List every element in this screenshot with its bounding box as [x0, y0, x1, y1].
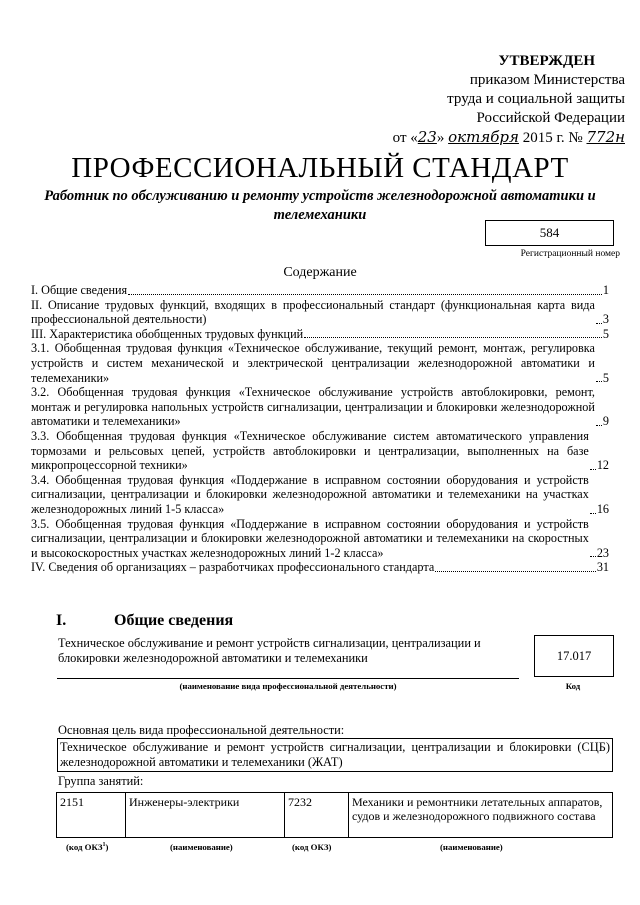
approval-number: 772н [586, 128, 625, 146]
toc-entry-text: 3.5. Обобщенная трудовая функция «Поддержание в исправном состоянии оборудования и устройств сигнализации, централизации и блокировки железнодорожной автоматики и телемеханики на скоростных и высокоскоростных участках железнодорожных линий 1-2 класса» [31, 516, 589, 560]
toc-entry-page: 5 [602, 326, 609, 341]
page-title: ПРОФЕССИОНАЛЬНЫЙ СТАНДАРТ [71, 152, 569, 184]
caption-name: (наименование) [170, 842, 233, 852]
caption-okz-2: (код ОКЗ) [292, 842, 332, 852]
toc-leader-dots [128, 294, 602, 295]
toc-leader-dots [304, 337, 602, 338]
toc-entry[interactable] [31, 327, 609, 342]
table-of-contents [31, 283, 609, 575]
toc-entry[interactable] [31, 473, 609, 517]
goal-box: Техническое обслуживание и ремонт устройств сигнализации, централизации и блокировки (СЦБ) железнодорожной автоматики и телемеханики (ЖАТ) [57, 738, 613, 772]
toc-heading: Содержание [283, 265, 357, 280]
code-caption: Код [565, 681, 581, 691]
toc-entry[interactable] [31, 298, 609, 327]
toc-entry-page: 9 [602, 414, 609, 429]
activity-code-box: 17.017 [534, 635, 614, 677]
toc-entry[interactable] [31, 560, 609, 575]
registration-number-label: Регистрационный номер [520, 249, 620, 259]
approval-title: УТВЕРЖДЕН [498, 53, 595, 69]
toc-leader-dots [596, 381, 602, 382]
group-code: 2151 [57, 793, 126, 838]
toc-entry-text: 3.4. Обобщенная трудовая функция «Поддержание в исправном состоянии оборудования и устройств сигнализации, централизации и блокировки железнодорожной автоматики и телемеханики на участках железнодорожных линий 1-5 класса» [31, 472, 589, 516]
toc-entry-page: 31 [596, 560, 609, 575]
group-label: Группа занятий: [58, 774, 144, 788]
toc-leader-dots [590, 556, 596, 557]
group-name-2: Механики и ремонтники летательных аппаратов, судов и железнодорожного подвижного состава [349, 793, 613, 838]
caption-okz: (код ОКЗ$^1$) [66, 842, 109, 852]
toc-leader-dots [590, 513, 596, 514]
toc-entry-text: IV. Сведения об организациях – разработчиках профессионального стандарта [31, 560, 435, 575]
caption-name-2: (наименование) [440, 842, 503, 852]
page-subtitle: Работник по обслуживанию и ремонту устройств железнодорожной автоматики и телемеханики [44, 188, 596, 223]
approval-line: Российской Федерации [476, 110, 625, 126]
toc-leader-dots [596, 425, 602, 426]
toc-leader-dots [435, 571, 596, 572]
approval-day: 23 [417, 128, 437, 146]
approval-line: труда и социальной защиты [447, 91, 625, 107]
toc-entry-text: 3.2. Обобщенная трудовая функция «Техническое обслуживание устройств автоблокировки, ремонт, монтаж и регулировка напольных устройств сигнализации, централизации и блокировки железнодорожной автоматики и телемеханики» [31, 385, 595, 429]
toc-leader-dots [590, 469, 596, 470]
toc-leader-dots [596, 323, 602, 324]
toc-entry-text: 3.1. Обобщенная трудовая функция «Техническое обслуживание, текущий ремонт, монтаж, регулировка устройств и систем механической и электрической централизации железнодорожной автоматики и телемеханики» [31, 341, 595, 385]
toc-entry[interactable] [31, 385, 609, 429]
approval-month: октября [448, 128, 519, 146]
toc-entry-page: 3 [602, 312, 609, 327]
occupation-group-table [56, 792, 613, 838]
section-numeral: I. [56, 612, 67, 629]
toc-entry[interactable] [31, 517, 609, 561]
table-row [57, 793, 613, 838]
approval-date-line: от «23» октября 2015 г. № 772н [392, 128, 625, 146]
registration-number-box: 584 [485, 220, 614, 246]
toc-entry-text: I. Общие сведения [31, 283, 128, 297]
group-code-2: 7232 [285, 793, 349, 838]
toc-entry-page: 16 [596, 501, 609, 516]
approval-line: приказом Министерства [469, 72, 625, 88]
toc-entry-text: 3.3. Обобщенная трудовая функция «Техническое обслуживание систем автоматического управления тормозами и рельсовых цепей, устройств автоблокировки и централизации, выполненных на базе микропроцессорной техники» [31, 428, 589, 473]
activity-name: Техническое обслуживание и ремонт устройств сигнализации, централизации и блокировки железнодорожной автоматики и телемеханики [58, 636, 481, 665]
activity-caption: (наименование вида профессиональной деятельности) [179, 681, 397, 691]
toc-entry[interactable] [31, 341, 609, 385]
activity-underline [57, 678, 519, 679]
approval-block [385, 52, 625, 148]
toc-entry-page: 5 [602, 370, 609, 385]
toc-entry[interactable] [31, 283, 609, 298]
toc-entry-text: II. Описание трудовых функций, входящих в профессиональный стандарт (функциональная карта вида профессиональной деятельности) [31, 297, 595, 327]
section-title: Общие сведения [114, 612, 234, 629]
goal-label: Основная цель вида профессиональной деятельности: [58, 723, 345, 737]
toc-entry-page: 23 [596, 545, 609, 560]
group-name: Инженеры-электрики [126, 793, 285, 838]
section-heading [56, 612, 233, 630]
toc-entry-text: III. Характеристика обобщенных трудовых функций [31, 326, 304, 341]
toc-entry[interactable] [31, 429, 609, 473]
toc-entry-page: 1 [602, 283, 609, 297]
toc-entry-page: 12 [596, 458, 609, 473]
